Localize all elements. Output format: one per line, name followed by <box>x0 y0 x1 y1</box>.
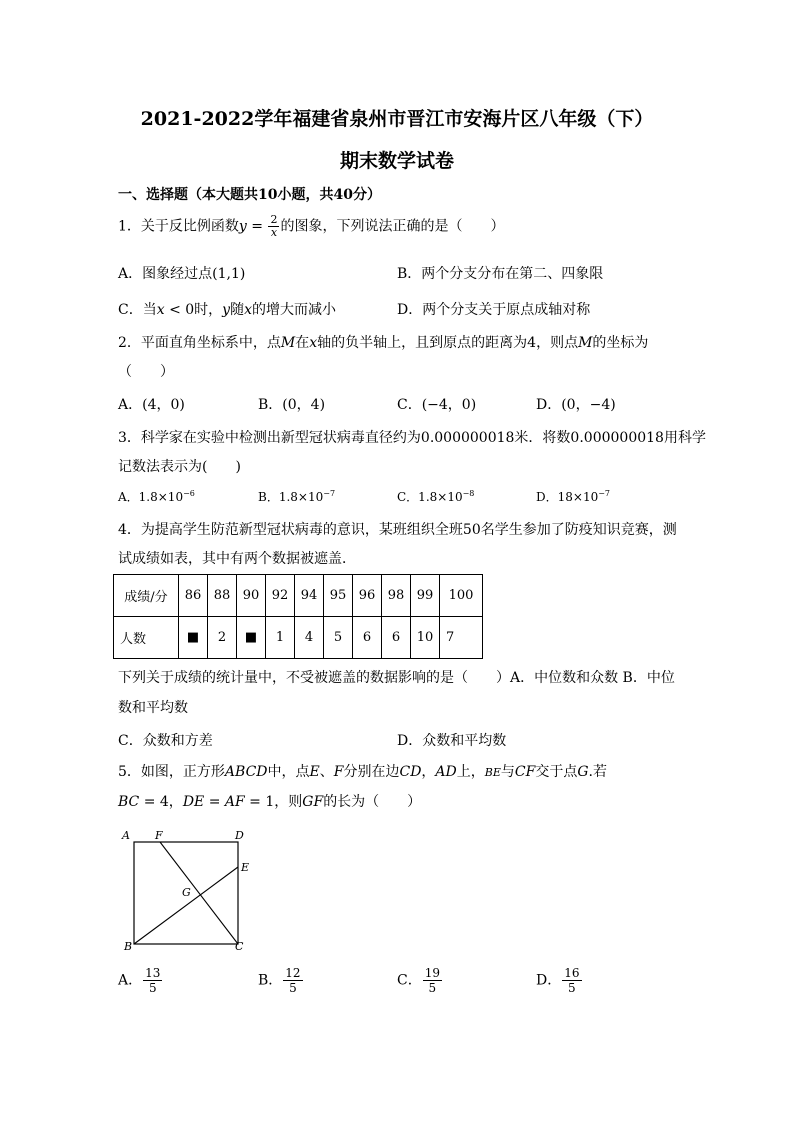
table-cell: 6 <box>353 617 382 659</box>
table-cell: 100 <box>440 575 483 617</box>
q5-bc: BC <box>118 794 140 810</box>
q2-option-c[interactable]: C．(−4，0) <box>397 397 477 413</box>
q3-stem-line1: 3．科学家在实验中检测出新型冠状病毒直径约为0.000000018米．将数0.000000018用科学 <box>118 430 706 446</box>
q3-option-c[interactable] <box>397 488 474 505</box>
q2-x: x <box>309 335 318 351</box>
table-cell-masked: ■ <box>237 617 266 659</box>
q3-option-b[interactable] <box>258 488 335 505</box>
q1-option-b[interactable]: B．两个分支分布在第二、四象限 <box>397 266 604 282</box>
q2-option-b[interactable]: B．(0，4) <box>258 397 326 413</box>
table-cell: 2 <box>208 617 237 659</box>
q2-part3: 轴的负半轴上，且到原点的距离为4，则点 <box>317 335 579 351</box>
q5-a-fraction <box>143 966 162 995</box>
q2-m: M <box>280 335 296 351</box>
q5-cd: CD <box>399 764 422 780</box>
table-cell: 88 <box>208 575 237 617</box>
q1-c-x2: x <box>244 302 252 318</box>
q4-option-c[interactable]: C．众数和方差 <box>118 733 213 749</box>
label-b: B <box>124 940 133 953</box>
q1-c-x: x <box>156 302 165 318</box>
table-cell: 99 <box>411 575 440 617</box>
q3-d-base: D．18×10 <box>536 490 599 504</box>
q2-stem-line2: （ ） <box>118 364 174 380</box>
q5-d-fraction <box>562 966 581 995</box>
q2-option-d[interactable]: D．(0，−4) <box>536 397 616 413</box>
q1-fraction <box>268 214 279 239</box>
q1-option-d[interactable]: D．两个分支关于原点成轴对称 <box>397 302 591 318</box>
q5-l2-part4: 的长为（ ） <box>323 794 422 810</box>
q5-d-den: 5 <box>568 981 576 995</box>
q1-frac-den: x <box>270 226 278 239</box>
label-c: C <box>235 940 244 953</box>
q5-part5: ， <box>421 764 436 780</box>
q5-l2-part2: = <box>204 794 225 810</box>
q3-c-base: C．1.8×10 <box>397 490 463 504</box>
q5-b-label: B． <box>258 972 283 989</box>
q5-part2: 中，点 <box>267 764 310 780</box>
label-f: F <box>155 829 163 842</box>
q5-stem-line1 <box>118 761 607 781</box>
q2-m2: M <box>578 335 593 351</box>
title-line1: 2021-2022学年福建省泉州市晋江市安海片区八年级（下） <box>140 108 654 130</box>
q5-figure <box>118 826 258 956</box>
q5-c-num: 19 <box>424 966 440 980</box>
q5-part9: .若 <box>588 764 607 780</box>
q5-c-fraction <box>423 966 442 995</box>
q5-option-d[interactable] <box>536 966 583 995</box>
q1-option-c[interactable] <box>118 299 336 319</box>
q5-gf: GF <box>302 794 324 810</box>
table-cell: 10 <box>411 617 440 659</box>
q2-stem-line1 <box>118 332 648 352</box>
q1-c-part1: C．当 <box>118 302 157 318</box>
q5-a-den: 5 <box>148 981 157 995</box>
q5-c-label: C． <box>397 972 422 989</box>
q1-frac-num: 2 <box>270 213 278 226</box>
q5-ad: AD <box>435 764 457 780</box>
q1-c-part3: 随 <box>230 302 245 318</box>
q5-af: AF <box>224 794 245 810</box>
q4-option-d[interactable]: D．众数和平均数 <box>397 733 507 749</box>
q5-part1: 5．如图，正方形 <box>118 764 225 780</box>
q5-b-num: 12 <box>285 966 301 980</box>
q5-d-num: 16 <box>564 966 580 980</box>
table-cell: 6 <box>382 617 411 659</box>
q3-a-base: A．1.8×10 <box>118 490 184 504</box>
q5-a-num: 13 <box>145 966 161 980</box>
q5-l2-part3: = 1，则 <box>244 794 303 810</box>
title-line2: 期末数学试卷 <box>339 150 454 172</box>
q5-g: G <box>577 764 589 780</box>
q1-y: y <box>238 218 247 235</box>
q4-question-line1: 下列关于成绩的统计量中，不受被遮盖的数据影响的是（ ）A．中位数和众数 B．中位 <box>118 670 675 686</box>
table-row-counts <box>114 617 483 659</box>
table-row-scores <box>114 575 483 617</box>
table-header-count: 人数 <box>114 617 179 659</box>
segment-be <box>134 867 238 944</box>
q5-e: E <box>309 764 320 780</box>
table-cell: 96 <box>353 575 382 617</box>
q5-part8: 交于点 <box>535 764 578 780</box>
q5-part3: 、 <box>319 764 334 780</box>
q3-b-exp: −7 <box>323 489 336 498</box>
q3-d-exp: −7 <box>598 489 611 498</box>
q1-c-part4: 的增大而减小 <box>252 302 336 318</box>
table-cell: 98 <box>382 575 411 617</box>
table-cell: 86 <box>179 575 208 617</box>
q1-a-text: A．图象经过点 <box>118 266 213 282</box>
q1-c-y: y <box>222 302 231 318</box>
segment-cf <box>160 842 238 944</box>
label-d: D <box>235 829 244 842</box>
table-cell-masked: ■ <box>179 617 208 659</box>
q5-f: F <box>333 764 344 780</box>
q3-c-exp: −8 <box>462 489 475 498</box>
label-g: G <box>182 886 191 899</box>
q5-l2-part1: = 4， <box>139 794 183 810</box>
q5-abcd: ABCD <box>224 764 268 780</box>
q1-suffix: 的图象，下列说法正确的是（ ） <box>280 218 505 235</box>
q5-cf: CF <box>514 764 536 780</box>
q5-part6: 上， <box>456 764 485 780</box>
q2-part1: 2．平面直角坐标系中，点 <box>118 335 281 351</box>
table-cell: 94 <box>295 575 324 617</box>
q3-option-a[interactable] <box>118 488 195 505</box>
q5-option-b[interactable] <box>258 966 304 995</box>
q3-a-exp: −6 <box>183 489 195 498</box>
q1-prefix: 1．关于反比例函数 <box>118 218 239 235</box>
q5-a-label: A． <box>118 972 143 989</box>
q5-b-fraction <box>283 966 302 995</box>
q4-question-line2: 数和平均数 <box>118 700 188 716</box>
q1-a-point: (1,1) <box>212 266 246 282</box>
q5-d-label: D． <box>536 972 562 989</box>
q5-de: DE <box>182 794 205 810</box>
q2-part4: 的坐标为 <box>592 335 649 351</box>
label-e: E <box>241 861 250 874</box>
q2-part2: 在 <box>295 335 310 351</box>
q3-option-d[interactable] <box>536 488 610 505</box>
q5-option-c[interactable] <box>397 966 443 995</box>
table-cell: 95 <box>324 575 353 617</box>
q1-option-a[interactable] <box>118 263 245 283</box>
q2-option-a[interactable]: A．(4，0) <box>118 397 185 413</box>
q5-be: BE <box>484 766 501 779</box>
table-cell: 7 <box>440 617 483 659</box>
table-cell: 1 <box>266 617 295 659</box>
table-cell: 90 <box>237 575 266 617</box>
q5-c-den: 5 <box>428 981 437 995</box>
q4-stem-line1: 4．为提高学生防范新型冠状病毒的意识，某班组织全班50名学生参加了防疫知识竞赛，测 <box>118 522 677 538</box>
section-heading: 一、选择题（本大题共10小题，共40分） <box>118 187 381 203</box>
q4-stem-line2: 试成绩如表，其中有两个数据被遮盖． <box>118 551 356 567</box>
score-table <box>113 574 483 659</box>
q5-part7: 与 <box>500 764 515 780</box>
table-cell: 5 <box>324 617 353 659</box>
q5-stem-line2 <box>118 791 421 811</box>
q1-c-part2: < 0时， <box>164 302 223 318</box>
table-cell: 92 <box>266 575 295 617</box>
q1-stem <box>118 214 504 239</box>
q3-stem-line2: 记数法表示为( ) <box>118 459 241 475</box>
table-header-score: 成绩/分 <box>114 575 179 617</box>
label-a: A <box>122 829 130 842</box>
q1-eq: = <box>246 218 268 235</box>
q5-b-den: 5 <box>289 981 297 995</box>
q5-option-a[interactable] <box>118 966 163 995</box>
q3-b-base: B．1.8×10 <box>258 490 324 504</box>
table-cell: 4 <box>295 617 324 659</box>
q5-part4: 分别在边 <box>343 764 400 780</box>
